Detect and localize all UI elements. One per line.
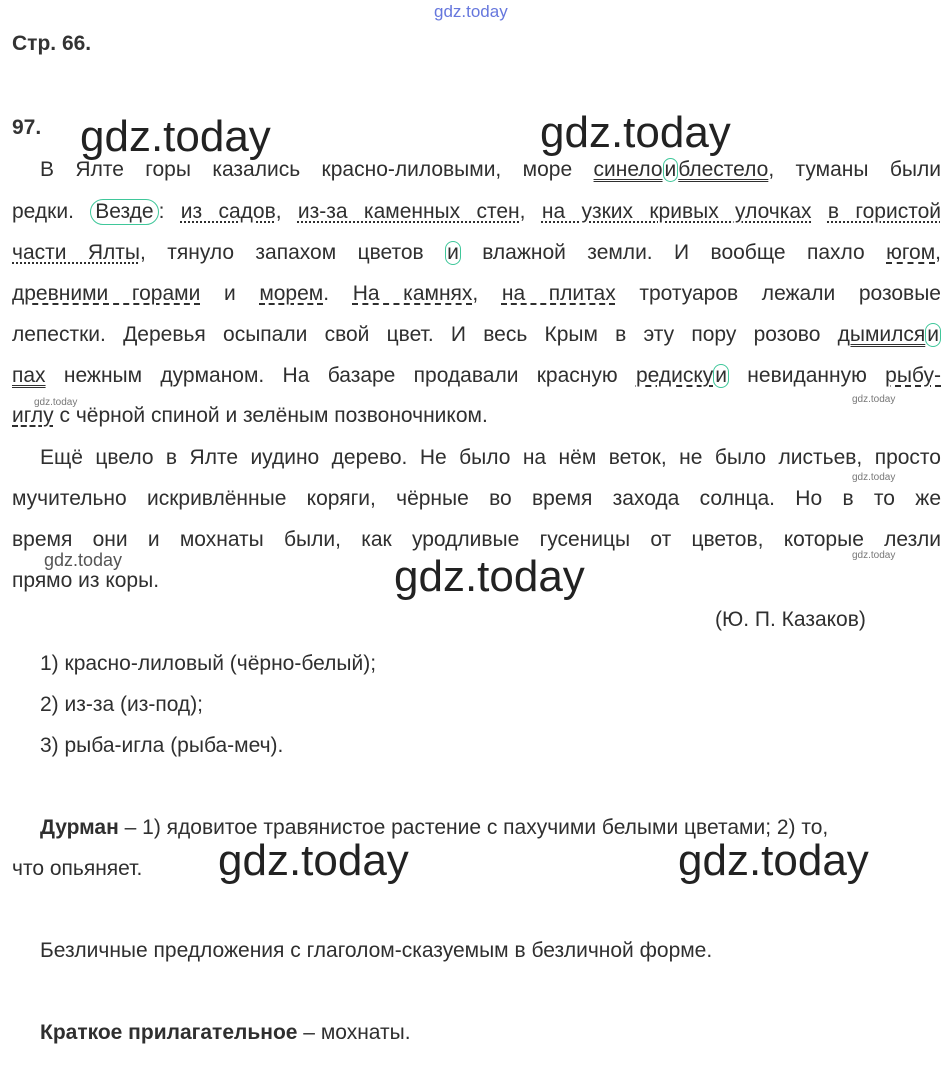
- text-p2-line-1: Ещё цвело в Ялте иудино дерево. Не было на нём веток, не было листьев, просто: [40, 446, 941, 469]
- watermark: gdz.today: [394, 552, 585, 601]
- watermark: gdz.today: [218, 836, 409, 885]
- watermark-small: gdz.today: [34, 397, 78, 408]
- impersonal-note: Безличные предложения с глаголом-сказуемым в безличной форме.: [40, 939, 713, 962]
- text-p2-line-2: мучительно искривлённые коряги, чёрные во время захода солнца. Но в то же: [12, 487, 941, 510]
- author: (Ю. П. Казаков): [715, 608, 866, 631]
- watermark-small: gdz.today: [852, 394, 896, 405]
- watermark: gdz.today: [80, 112, 271, 161]
- list-item-1: 1) красно-лиловый (чёрно-белый);: [40, 652, 377, 675]
- list-item-3: 3) рыба-игла (рыба-меч).: [40, 734, 284, 757]
- watermark: gdz.today: [540, 108, 731, 157]
- watermark-medium: gdz.today: [44, 550, 123, 570]
- watermark-small: gdz.today: [852, 550, 896, 561]
- list-item-2: 2) из-за (из-под);: [40, 693, 204, 716]
- text-line-2: редки. Везде : из садов, из-за каменных стен, на узких кривых улочках в гористой: [12, 200, 941, 223]
- text-line-5: лепестки. Деревья осыпали свой цвет. И весь Крым в эту пору розово дымилсяи: [12, 323, 939, 346]
- text-line-3: части Ялты, тянуло запахом цветов и влажной земли. И вообще пахло югом,: [12, 241, 941, 264]
- short-adjective-note: Краткое прилагательное – мохнаты.: [40, 1021, 411, 1044]
- definition-line-1: Дурман – 1) ядовитое травянистое растение с пахучими белыми цветами; 2) то,: [40, 816, 829, 839]
- text-line-7: иглу с чёрной спиной и зелёным позвоночником.: [12, 404, 488, 427]
- watermark-top: gdz.today: [434, 2, 508, 21]
- text-p2-line-3: время они и мохнаты были, как уродливые гусеницы от цветов, которые лезли: [12, 528, 941, 551]
- definition-line-2: что опьяняет.: [12, 857, 143, 880]
- page-label: Стр. 66.: [12, 32, 92, 55]
- task-number: 97.: [12, 116, 42, 139]
- text-line-4: древними горами и морем. На камнях, на плитах тротуаров лежали розовые: [12, 282, 941, 305]
- definition-term: Дурман: [40, 816, 119, 839]
- watermark-small: gdz.today: [852, 472, 896, 483]
- text-line-1: В Ялте горы казались красно-лиловыми, море синелоиблестело, туманы были: [40, 158, 941, 181]
- text-p2-line-4: прямо из коры.: [12, 569, 160, 592]
- text-line-6: пах нежным дурманом. На базаре продавали красную редискуи невиданную рыбу-: [12, 364, 941, 387]
- watermark: gdz.today: [678, 836, 869, 885]
- short-adjective-term: Краткое прилагательное: [40, 1021, 298, 1044]
